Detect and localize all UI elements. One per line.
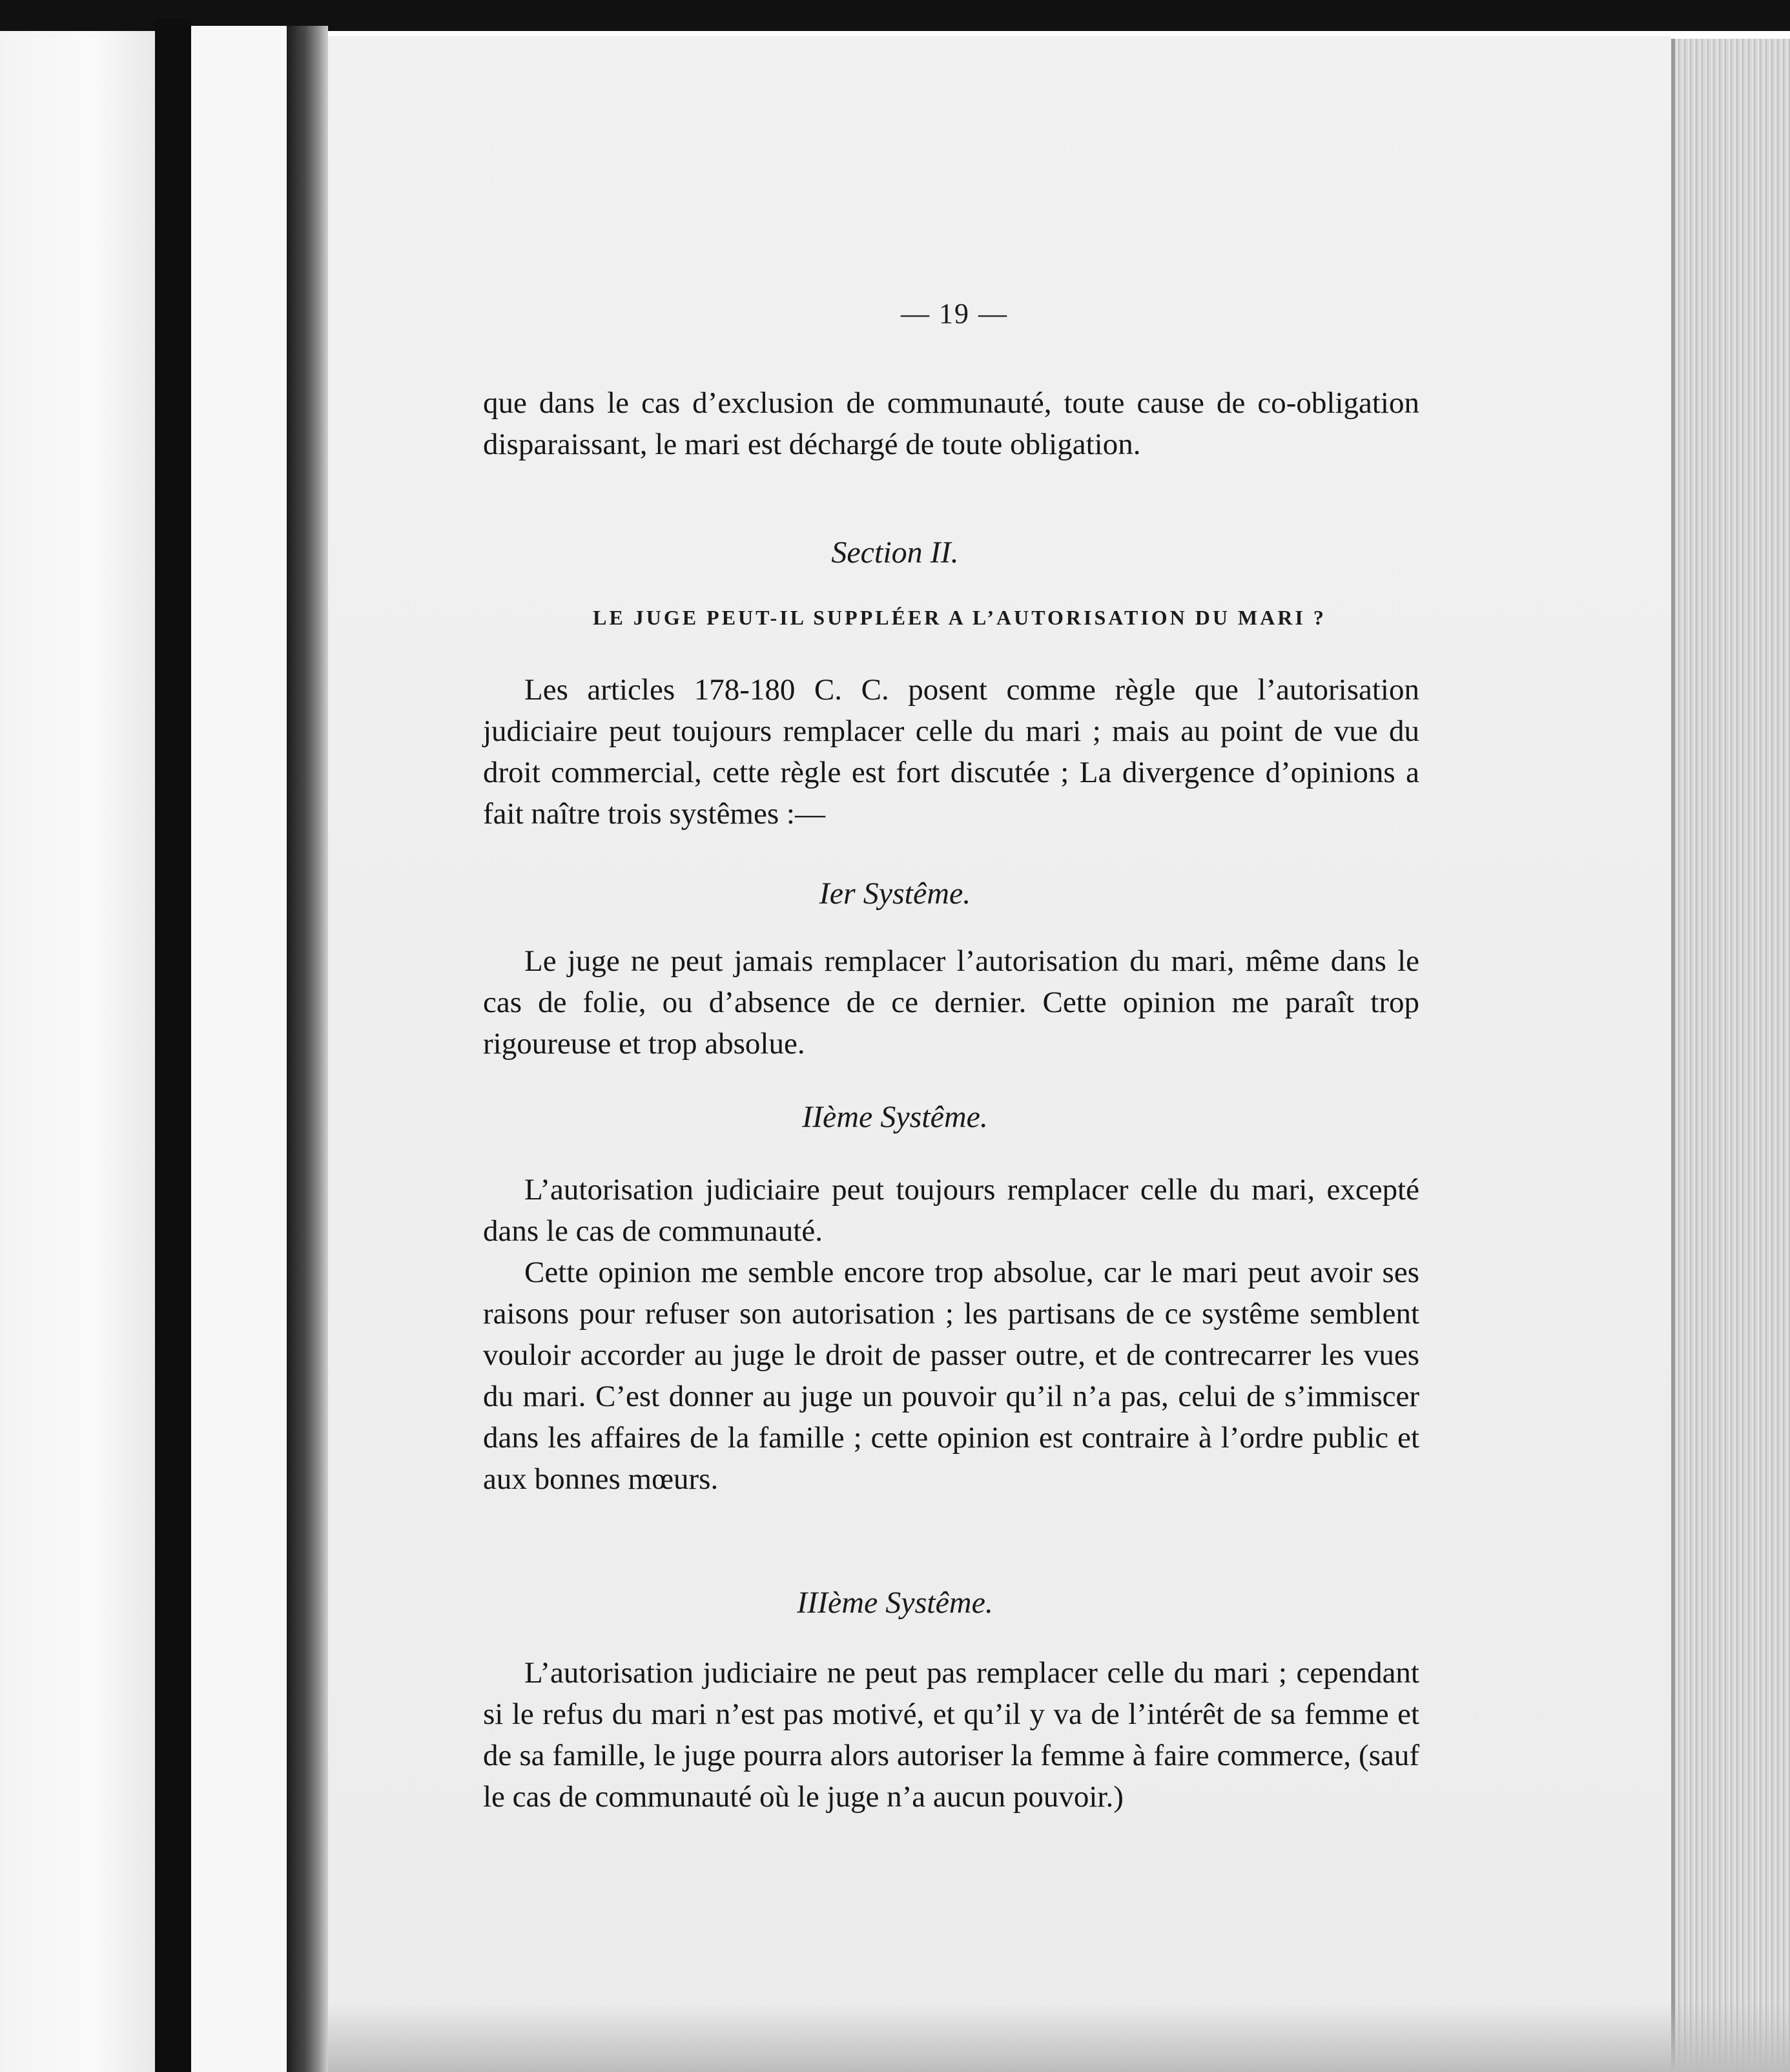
- system2-title: IIème Systême.: [802, 1100, 988, 1134]
- system2-paragraphs: [483, 1169, 1419, 1500]
- book-divider-strip: [155, 19, 191, 2072]
- system2-paragraph-1: L’autorisation judiciaire peut toujours remplacer celle du mari, excepté dans le cas de communauté.: [483, 1173, 1419, 1248]
- section-label: Section II.: [831, 535, 959, 570]
- system2-paragraph-2: Cette opinion me semble encore trop absolue, car le mari peut avoir ses raisons pour refuser son autorisation ; les partisans de ce systême semblent vouloir accorder au juge le droit de passer outre, et de contrecarrer les vues du mari. C’est donner au juge un pouvoir qu’il n’a pas, celui de s’immiscer dans les affaires de la famille ; cette opinion est contraire à l’ordre public et aux bonnes mœurs.: [483, 1256, 1419, 1496]
- gutter-shadow: [287, 26, 328, 2072]
- system1-paragraph-text: Le juge ne peut jamais remplacer l’autorisation du mari, même dans le cas de folie, ou d’absence de ce dernier. Cette opinion me paraît trop rigoureuse et trop absolue.: [483, 944, 1419, 1061]
- left-cover-edge: [191, 26, 287, 2072]
- system3-paragraph-text: L’autorisation judiciaire ne peut pas remplacer celle du mari ; cependant si le refus du mari n’est pas motivé, et qu’il y va de l’intérêt de sa femme et de sa famille, le juge pourra alors autoriser la femme à faire commerce, (sauf le cas de communauté où le juge n’a aucun pouvoir.): [483, 1656, 1419, 1814]
- system1-paragraph: [483, 940, 1419, 1064]
- left-page-edge: [0, 31, 155, 2072]
- bottom-shadow: [328, 2002, 1790, 2072]
- system1-title: Ier Systême.: [819, 876, 971, 911]
- system3-title: IIIème Systême.: [797, 1586, 993, 1620]
- page-number: — 19 —: [901, 298, 1008, 329]
- intro-paragraph: [483, 669, 1419, 834]
- system3-paragraph: [483, 1652, 1419, 1818]
- stacked-page-edges: [1671, 39, 1790, 2072]
- opening-paragraph: [483, 382, 1419, 465]
- section-heading: LE JUGE PEUT-IL SUPPLÉER A L’AUTORISATION DU MARI ?: [593, 606, 1326, 629]
- intro-paragraph-text: Les articles 178-180 C. C. posent comme règle que l’autorisation judiciaire peut toujours remplacer celle du mari ; mais au point de vue du droit commercial, cette règle est fort discutée ; La divergence d’opinions a fait naître trois systêmes :—: [483, 673, 1419, 831]
- opening-paragraph-text: que dans le cas d’exclusion de communauté, toute cause de co-obligation disparaissant, le mari est déchargé de toute obligation.: [483, 386, 1419, 461]
